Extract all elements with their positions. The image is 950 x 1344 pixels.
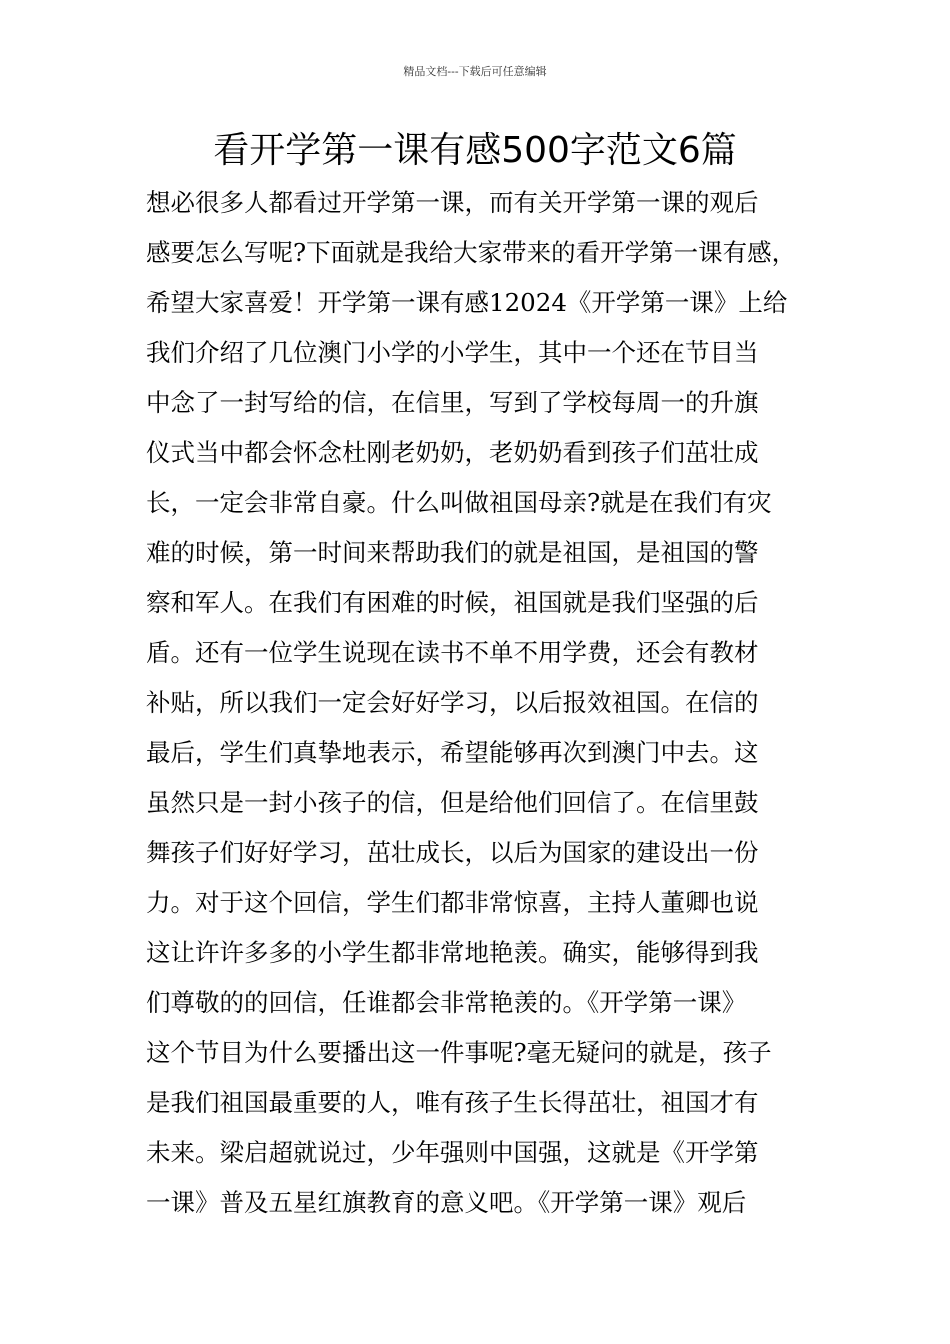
text-line: 舞孩子们好好学习，茁壮成长，以后为国家的建设出一份 <box>146 838 759 867</box>
text-line: 一课》普及五星红旗教育的意义吧。《开学第一课》观后 <box>146 1188 747 1217</box>
text-line: 我们介绍了几位澳门小学的小学生，其中一个还在节目当 <box>146 338 759 367</box>
text-line: 虽然只是一封小孩子的信，但是给他们回信了。在信里鼓 <box>146 788 759 817</box>
text-line: 未来。梁启超就说过，少年强则中国强，这就是《开学第 <box>146 1138 759 1167</box>
text-line: 力。对于这个回信，学生们都非常惊喜，主持人董卿也说 <box>146 888 759 917</box>
text-line: 察和军人。在我们有困难的时候，祖国就是我们坚强的后 <box>146 588 759 617</box>
text-line: 感要怎么写呢?下面就是我给大家带来的看开学第一课有感， <box>146 238 797 267</box>
text-line: 补贴，所以我们一定会好好学习，以后报效祖国。在信的 <box>146 688 759 717</box>
text-line: 是我们祖国最重要的人，唯有孩子生长得茁壮，祖国才有 <box>146 1088 759 1117</box>
text-line: 这让许许多多的小学生都非常地艳羡。确实，能够得到我 <box>146 938 759 967</box>
text-line: 希望大家喜爱！开学第一课有感12024《开学第一课》上给 <box>146 288 788 317</box>
text-line: 仪式当中都会怀念杜刚老奶奶，老奶奶看到孩子们茁壮成 <box>146 438 759 467</box>
text-line: 中念了一封写给的信，在信里，写到了学校每周一的升旗 <box>146 388 759 417</box>
text-line: 们尊敬的的回信，任谁都会非常艳羡的。《开学第一课》 <box>146 988 747 1017</box>
text-line: 想必很多人都看过开学第一课，而有关开学第一课的观后 <box>146 188 759 217</box>
text-line: 盾。还有一位学生说现在读书不单不用学费，还会有教材 <box>146 638 759 667</box>
text-line: 最后，学生们真挚地表示，希望能够再次到澳门中去。这 <box>146 738 759 767</box>
body-paragraph <box>146 178 826 1228</box>
text-line: 难的时候，第一时间来帮助我们的就是祖国，是祖国的警 <box>146 538 759 567</box>
text-line: 长，一定会非常自豪。什么叫做祖国母亲?就是在我们有灾 <box>146 488 772 517</box>
header-note: 精品文档---下载后可任意编辑 <box>403 65 547 78</box>
text-line: 这个节目为什么要播出这一件事呢?毫无疑问的就是，孩子 <box>146 1038 772 1067</box>
document-title: 看开学第一课有感500字范文6篇 <box>213 130 737 171</box>
